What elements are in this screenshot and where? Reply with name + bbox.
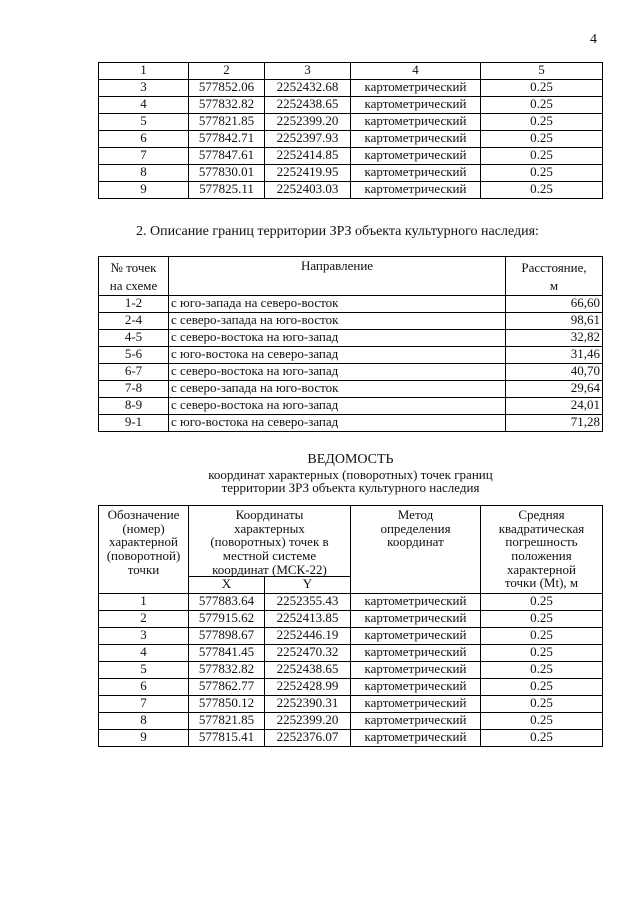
header-line: координат (МСК-22) bbox=[212, 561, 327, 577]
point-number-cell: 9 bbox=[99, 730, 189, 747]
direction-cell: с юго-запада на северо-восток bbox=[169, 296, 506, 313]
method-cell: картометрический bbox=[351, 80, 481, 97]
column-number-5: 5 bbox=[481, 63, 603, 80]
point-number-cell: 4 bbox=[99, 97, 189, 114]
y-coordinate-cell: 2252403.03 bbox=[265, 182, 351, 199]
y-coordinate-cell: 2252438.65 bbox=[265, 662, 351, 679]
point-number-cell: 4 bbox=[99, 645, 189, 662]
distance-header-line: Расстояние, bbox=[521, 260, 587, 275]
section-heading: 2. Описание границ территории ЗРЗ объекта культурного наследия: bbox=[136, 224, 539, 239]
y-coordinate-cell: 2252446.19 bbox=[265, 628, 351, 645]
x-coordinate-cell: 577832.82 bbox=[189, 662, 265, 679]
method-cell: картометрический bbox=[351, 730, 481, 747]
vedomost-title-block bbox=[98, 453, 603, 495]
point-number-cell: 2 bbox=[99, 611, 189, 628]
distance-cell: 40,70 bbox=[506, 364, 603, 381]
error-cell: 0.25 bbox=[481, 594, 603, 611]
point-number-cell: 9 bbox=[99, 182, 189, 199]
table-row bbox=[99, 347, 603, 364]
table-row bbox=[99, 415, 603, 432]
method-cell: картометрический bbox=[351, 594, 481, 611]
segment-cell: 1-2 bbox=[99, 296, 169, 313]
page-number: 4 bbox=[590, 32, 597, 47]
x-coordinate-cell: 577815.41 bbox=[189, 730, 265, 747]
table-header-row bbox=[99, 506, 603, 577]
header-line: погрешность bbox=[505, 534, 578, 550]
table-row bbox=[99, 97, 603, 114]
x-coordinate-cell: 577842.71 bbox=[189, 131, 265, 148]
error-cell: 0.25 bbox=[481, 611, 603, 628]
header-line: Координаты bbox=[235, 507, 304, 522]
y-coordinate-cell: 2252414.85 bbox=[265, 148, 351, 165]
table-row bbox=[99, 730, 603, 747]
method-cell: картометрический bbox=[351, 131, 481, 148]
table-row bbox=[99, 679, 603, 696]
point-number-cell: 3 bbox=[99, 628, 189, 645]
vedomost-subtitle-line: территории ЗРЗ объекта культурного наследия bbox=[221, 480, 480, 496]
points-header bbox=[99, 257, 169, 296]
x-coordinate-cell: 577850.12 bbox=[189, 696, 265, 713]
x-coordinate-cell: 577898.67 bbox=[189, 628, 265, 645]
y-coordinate-cell: 2252397.93 bbox=[265, 131, 351, 148]
table-row bbox=[99, 330, 603, 347]
x-coordinate-cell: 577821.85 bbox=[189, 114, 265, 131]
method-cell: картометрический bbox=[351, 182, 481, 199]
error-cell: 0.25 bbox=[481, 679, 603, 696]
y-coordinate-cell: 2252390.31 bbox=[265, 696, 351, 713]
distance-header bbox=[506, 257, 603, 296]
distance-header-line: м bbox=[549, 278, 559, 294]
point-number-cell: 6 bbox=[99, 131, 189, 148]
distance-cell: 66,60 bbox=[506, 296, 603, 313]
table-row bbox=[99, 165, 603, 182]
direction-cell: с северо-востока на юго-запад bbox=[169, 364, 506, 381]
y-header: Y bbox=[265, 577, 351, 594]
error-cell: 0.25 bbox=[481, 662, 603, 679]
table-row bbox=[99, 296, 603, 313]
error-cell: 0.25 bbox=[481, 730, 603, 747]
header-line: (поворотной) bbox=[106, 547, 181, 563]
distance-cell: 32,82 bbox=[506, 330, 603, 347]
error-cell: 0.25 bbox=[481, 182, 603, 199]
table-row bbox=[99, 313, 603, 330]
header-line: (номер) bbox=[122, 520, 165, 536]
y-coordinate-cell: 2252428.99 bbox=[265, 679, 351, 696]
table-row bbox=[99, 696, 603, 713]
x-coordinate-cell: 577852.06 bbox=[189, 80, 265, 97]
method-cell: картометрический bbox=[351, 696, 481, 713]
error-header bbox=[481, 506, 603, 594]
y-coordinate-cell: 2252355.43 bbox=[265, 594, 351, 611]
point-number-cell: 8 bbox=[99, 713, 189, 730]
point-number-cell: 5 bbox=[99, 662, 189, 679]
y-coordinate-cell: 2252413.85 bbox=[265, 611, 351, 628]
header-line: координат bbox=[387, 534, 444, 550]
table-row bbox=[99, 713, 603, 730]
y-coordinate-cell: 2252399.20 bbox=[265, 114, 351, 131]
designation-header bbox=[99, 506, 189, 594]
segment-cell: 6-7 bbox=[99, 364, 169, 381]
method-cell: картометрический bbox=[351, 679, 481, 696]
table-row bbox=[99, 364, 603, 381]
x-coordinate-cell: 577830.01 bbox=[189, 165, 265, 182]
error-cell: 0.25 bbox=[481, 713, 603, 730]
distance-cell: 29,64 bbox=[506, 381, 603, 398]
method-cell: картометрический bbox=[351, 114, 481, 131]
distance-cell: 71,28 bbox=[506, 415, 603, 432]
method-cell: картометрический bbox=[351, 628, 481, 645]
error-cell: 0.25 bbox=[481, 80, 603, 97]
table-row bbox=[99, 80, 603, 97]
method-header bbox=[351, 506, 481, 594]
error-cell: 0.25 bbox=[481, 628, 603, 645]
header-line: характерной bbox=[507, 561, 576, 577]
point-number-cell: 3 bbox=[99, 80, 189, 97]
header-line: местной системе bbox=[222, 547, 317, 563]
point-number-cell: 7 bbox=[99, 148, 189, 165]
header-line: положения bbox=[511, 547, 572, 563]
x-coordinate-cell: 577915.62 bbox=[189, 611, 265, 628]
x-coordinate-cell: 577825.11 bbox=[189, 182, 265, 199]
header-line: точки bbox=[127, 561, 160, 577]
segment-cell: 8-9 bbox=[99, 398, 169, 415]
table-row bbox=[99, 148, 603, 165]
point-number-cell: 5 bbox=[99, 114, 189, 131]
header-line: точки (Mt), м bbox=[504, 575, 579, 591]
column-number-3: 3 bbox=[265, 63, 351, 80]
header-line: определения bbox=[380, 520, 451, 536]
header-line: характерных bbox=[234, 520, 305, 536]
point-number-cell: 6 bbox=[99, 679, 189, 696]
table-header-row bbox=[99, 257, 603, 296]
distance-cell: 98,61 bbox=[506, 313, 603, 330]
table-header-row bbox=[99, 63, 603, 80]
table-row bbox=[99, 398, 603, 415]
vedomost-title: ВЕДОМОСТЬ bbox=[307, 452, 394, 467]
header-line: Обозначение bbox=[107, 507, 180, 522]
direction-cell: с юго-востока на северо-запад bbox=[169, 415, 506, 432]
table-row bbox=[99, 628, 603, 645]
x-coordinate-cell: 577883.64 bbox=[189, 594, 265, 611]
table-row bbox=[99, 594, 603, 611]
y-coordinate-cell: 2252419.95 bbox=[265, 165, 351, 182]
error-cell: 0.25 bbox=[481, 645, 603, 662]
column-number-1: 1 bbox=[99, 63, 189, 80]
point-number-cell: 8 bbox=[99, 165, 189, 182]
distance-cell: 24,01 bbox=[506, 398, 603, 415]
y-coordinate-cell: 2252438.65 bbox=[265, 97, 351, 114]
segment-cell: 5-6 bbox=[99, 347, 169, 364]
method-cell: картометрический bbox=[351, 713, 481, 730]
y-coordinate-cell: 2252432.68 bbox=[265, 80, 351, 97]
method-cell: картометрический bbox=[351, 165, 481, 182]
y-coordinate-cell: 2252399.20 bbox=[265, 713, 351, 730]
x-coordinate-cell: 577821.85 bbox=[189, 713, 265, 730]
header-line: Средняя bbox=[518, 507, 565, 522]
point-number-cell: 1 bbox=[99, 594, 189, 611]
distance-cell: 31,46 bbox=[506, 347, 603, 364]
header-line: Метод bbox=[397, 507, 434, 522]
error-cell: 0.25 bbox=[481, 148, 603, 165]
vedomost-subtitle-line: координат характерных (поворотных) точек границ bbox=[208, 466, 493, 482]
coordinates-header bbox=[189, 506, 351, 577]
direction-cell: с юго-востока на северо-запад bbox=[169, 347, 506, 364]
method-cell: картометрический bbox=[351, 611, 481, 628]
coordinates-table-continued bbox=[98, 62, 603, 199]
column-number-2: 2 bbox=[189, 63, 265, 80]
error-cell: 0.25 bbox=[481, 97, 603, 114]
method-cell: картометрический bbox=[351, 148, 481, 165]
x-coordinate-cell: 577841.45 bbox=[189, 645, 265, 662]
header-line: квадратическая bbox=[498, 520, 585, 536]
error-cell: 0.25 bbox=[481, 696, 603, 713]
segment-cell: 9-1 bbox=[99, 415, 169, 432]
segment-cell: 7-8 bbox=[99, 381, 169, 398]
boundary-description-table bbox=[98, 256, 603, 432]
table-row bbox=[99, 131, 603, 148]
x-coordinate-cell: 577847.61 bbox=[189, 148, 265, 165]
header-line: характерной bbox=[109, 534, 178, 550]
points-header-line: № точек bbox=[110, 260, 157, 275]
error-cell: 0.25 bbox=[481, 114, 603, 131]
direction-cell: с северо-запада на юго-восток bbox=[169, 381, 506, 398]
direction-cell: с северо-востока на юго-запад bbox=[169, 330, 506, 347]
x-coordinate-cell: 577862.77 bbox=[189, 679, 265, 696]
x-coordinate-cell: 577832.82 bbox=[189, 97, 265, 114]
vedomost-table bbox=[98, 505, 603, 747]
table-row bbox=[99, 381, 603, 398]
method-cell: картометрический bbox=[351, 645, 481, 662]
column-number-4: 4 bbox=[351, 63, 481, 80]
method-cell: картометрический bbox=[351, 97, 481, 114]
error-cell: 0.25 bbox=[481, 131, 603, 148]
table-row bbox=[99, 662, 603, 679]
table-row bbox=[99, 611, 603, 628]
table-row bbox=[99, 182, 603, 199]
y-coordinate-cell: 2252376.07 bbox=[265, 730, 351, 747]
points-header-line: на схеме bbox=[109, 278, 158, 294]
direction-cell: с северо-востока на юго-запад bbox=[169, 398, 506, 415]
method-cell: картометрический bbox=[351, 662, 481, 679]
table-row bbox=[99, 645, 603, 662]
table-row bbox=[99, 114, 603, 131]
segment-cell: 4-5 bbox=[99, 330, 169, 347]
y-coordinate-cell: 2252470.32 bbox=[265, 645, 351, 662]
direction-header: Направление bbox=[169, 257, 506, 296]
segment-cell: 2-4 bbox=[99, 313, 169, 330]
x-header: X bbox=[189, 577, 265, 594]
error-cell: 0.25 bbox=[481, 165, 603, 182]
point-number-cell: 7 bbox=[99, 696, 189, 713]
direction-cell: с северо-запада на юго-восток bbox=[169, 313, 506, 330]
header-line: (поворотных) точек в bbox=[210, 534, 329, 550]
